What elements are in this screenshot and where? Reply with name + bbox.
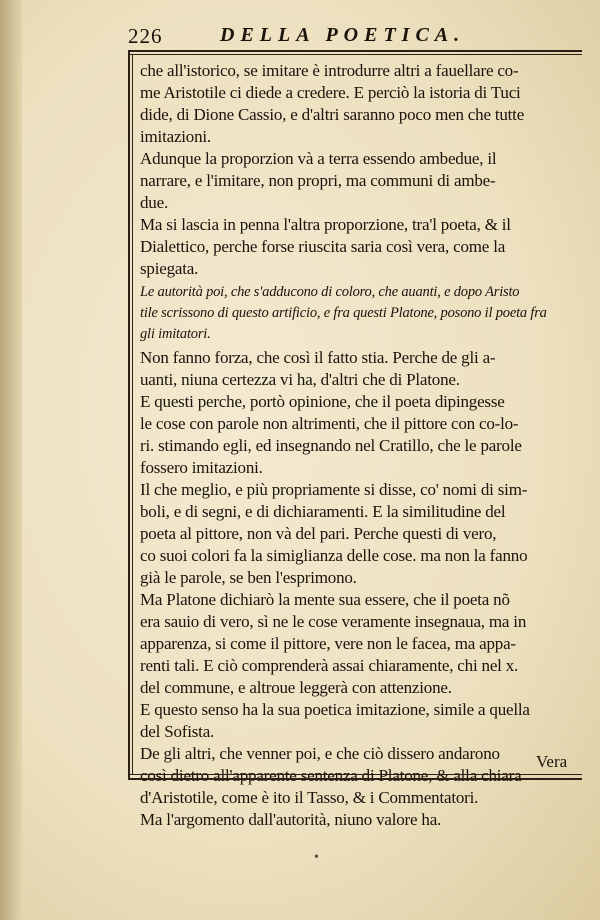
reply-line: ri. stimando egli, ed insegnando nel Cratillo, che le parole	[140, 436, 522, 455]
body-line: due.	[140, 193, 168, 212]
body-line: narrare, e l'imitare, non propri, ma communi di ambe-	[140, 171, 496, 190]
reply-line: era sauio di vero, sì ne le cose veramente insegnaua, ma in	[140, 612, 527, 631]
text-block	[140, 60, 582, 831]
body-line: imitazioni.	[140, 127, 211, 146]
frame-rule-left	[128, 50, 130, 778]
quoted-objection-line: Le autorità poi, che s'adducono di coloro, che auanti, e dopo Aristo	[140, 284, 520, 300]
frame-rule-left-inner	[132, 54, 133, 774]
reply-line: E questi perche, portò opinione, che il poeta dipingesse	[140, 392, 505, 411]
catchword: Vera	[536, 752, 568, 771]
reply-line: E questo senso ha la sua poetica imitazione, simile a quella	[140, 700, 530, 719]
reply-line: De gli altri, che venner poi, e che ciò dissero andarono	[140, 744, 500, 763]
reply-line: le cose con parole non altrimenti, che il pittore con co-lo-	[140, 414, 519, 433]
page-header	[128, 22, 582, 50]
frame-rule-top-inner	[128, 54, 582, 55]
reply-line: renti tali. E ciò comprenderà assai chiaramente, chi nel x.	[140, 656, 519, 675]
reply-line: boli, e di segni, e di dichiaramenti. E la similitudine del	[140, 502, 506, 521]
reply-line: poeta al pittore, non và del pari. Perche questi di vero,	[140, 524, 497, 543]
body-line: me Aristotile ci diede a credere. E perciò la istoria di Tuci	[140, 83, 521, 102]
reply-line: fossero imitazioni.	[140, 458, 263, 477]
reply-line: Il che meglio, e più propriamente si disse, co' nomi di sim-	[140, 480, 528, 499]
reply-line: Non fanno forza, che così il fatto stia. Perche de gli a-	[140, 348, 496, 367]
reply-line: apparenza, si come il pittore, vere non le facea, ma appa-	[140, 634, 516, 653]
body-line: spiegata.	[140, 259, 199, 278]
quoted-objection-line: tile scrissono di questo artificio, e fra questi Platone, posono il poeta fra	[140, 305, 547, 321]
frame-rule-bottom-outer	[128, 778, 582, 780]
page-gutter	[0, 0, 22, 920]
reply-line: uanti, niuna certezza vi ha, d'altri che di Platone.	[140, 370, 460, 389]
body-line: dide, di Dione Cassio, e d'altri saranno poco men che tutte	[140, 105, 525, 124]
ink-blot: •	[314, 850, 319, 865]
reply-line: Ma Platone dichiarò la mente sua essere, che il poeta nõ	[140, 590, 510, 609]
body-line: Dialettico, perche forse riuscita saria così vera, come la	[140, 237, 506, 256]
running-head: DELLA POETICA.	[220, 24, 466, 46]
reply-line: già le parole, se ben l'esprimono.	[140, 568, 357, 587]
reply-line: del commune, e altroue leggerà con attenzione.	[140, 678, 452, 697]
reply-line: così dietro all'apparente sentenza di Platone, & alla chiara	[140, 766, 522, 785]
frame-rule-top	[128, 50, 582, 52]
reply-line: d'Aristotile, come è ito il Tasso, & i Commentatori.	[140, 788, 479, 807]
page-number: 226	[128, 24, 163, 48]
reply-line: del Sofista.	[140, 722, 215, 741]
reply-line: co suoi colori fa la simiglianza delle cose. ma non la fanno	[140, 546, 528, 565]
body-line: Ma si lascia in penna l'altra proporzione, tra'l poeta, & il	[140, 215, 511, 234]
frame-rule-bottom	[128, 774, 582, 775]
quoted-objection-line: gli imitatori.	[140, 326, 211, 342]
body-line: Adunque la proporzion và a terra essendo ambedue, il	[140, 149, 497, 168]
reply-line: Ma l'argomento dall'autorità, niuno valore ha.	[140, 810, 442, 829]
body-line: che all'istorico, se imitare è introdurre altri a fauellare co-	[140, 61, 519, 80]
